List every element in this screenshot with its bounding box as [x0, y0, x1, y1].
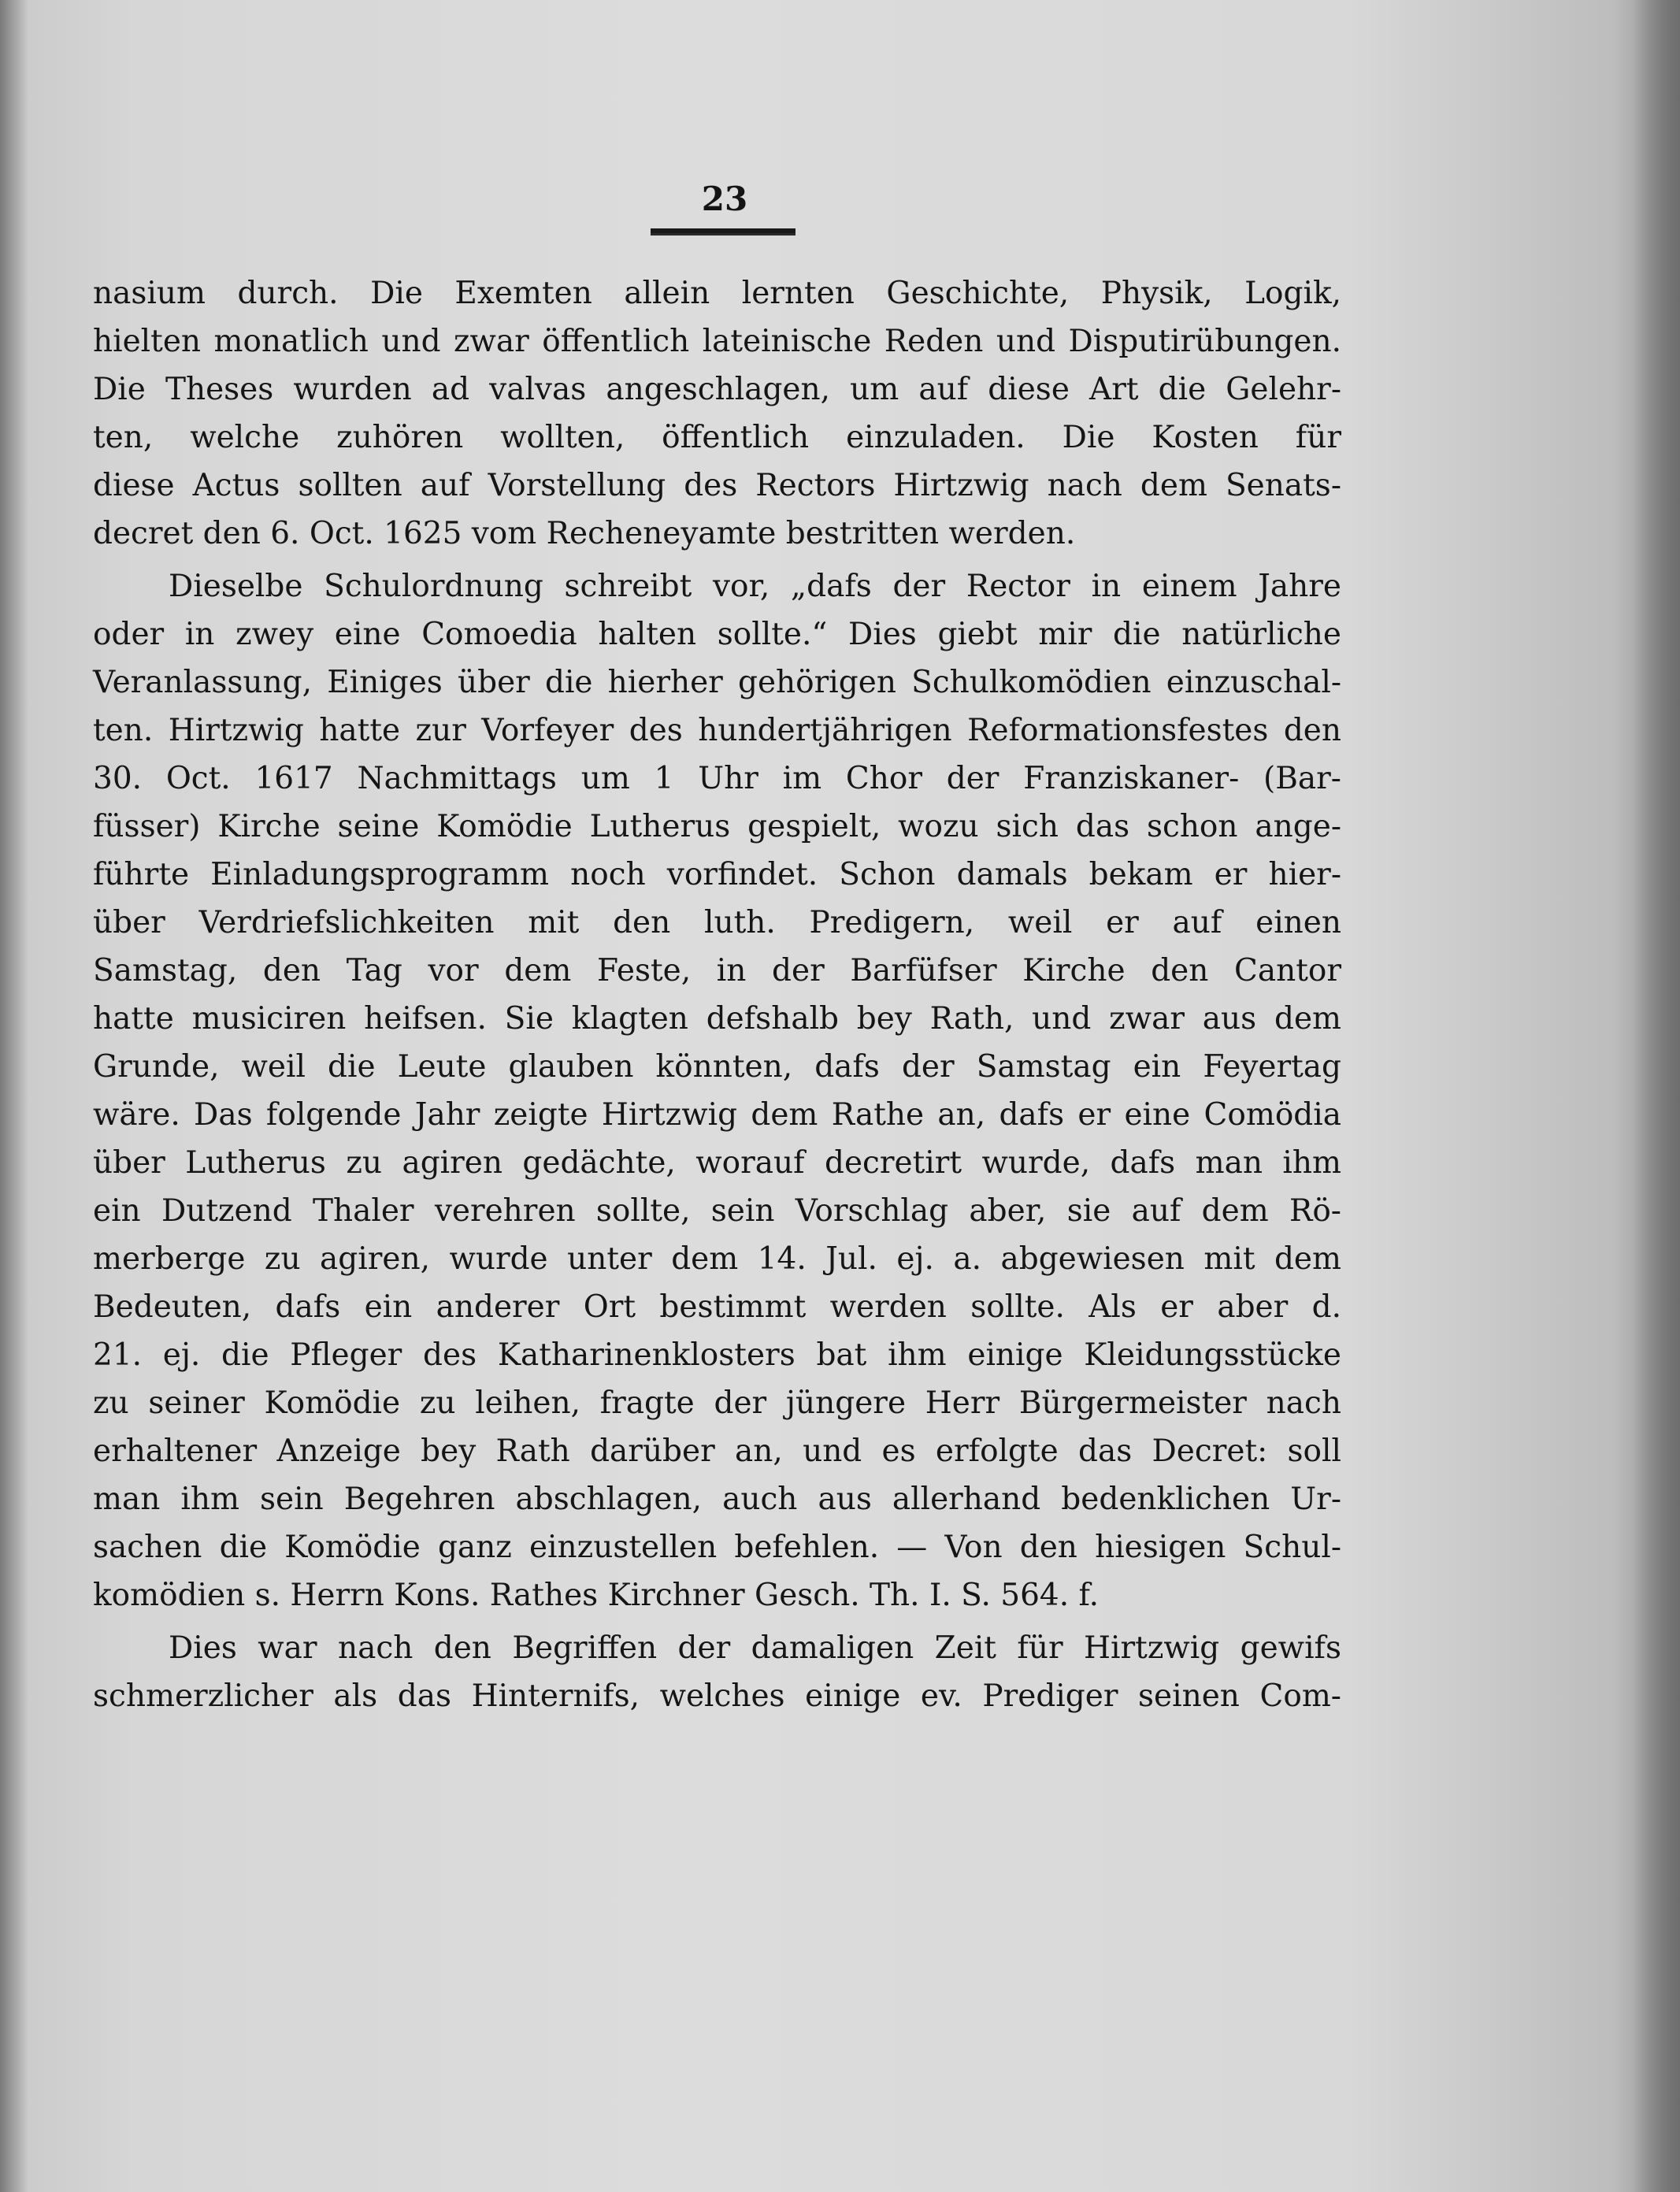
page-gutter-shadow: [0, 0, 28, 2192]
text-line: ten, welche zuhören wollten, öffentlich einzuladen. Die Kosten für: [93, 420, 1341, 455]
text-line: wäre. Das folgende Jahr zeigte Hirtzwig dem Rathe an, dafs er eine Comödia: [93, 1097, 1341, 1133]
text-line: über Verdriefslichkeiten mit den luth. Predigern, weil er auf einen: [93, 905, 1341, 940]
text-line: 21. ej. die Pfleger des Katharinenklosters bat ihm einige Kleidungsstücke: [93, 1337, 1341, 1373]
text-line: Veranlassung, Einiges über die hierher gehörigen Schulkomödien einzuschal-: [93, 665, 1341, 700]
text-line: merberge zu agiren, wurde unter dem 14. Jul. ej. a. abgewiesen mit dem: [93, 1241, 1341, 1277]
text-line: ein Dutzend Thaler verehren sollte, sein Vorschlag aber, sie auf dem Rö-: [93, 1193, 1341, 1229]
text-line: ten. Hirtzwig hatte zur Vorfeyer des hundertjährigen Reformationsfestes den: [93, 713, 1341, 748]
text-line: Dies war nach den Begriffen der damaligen Zeit für Hirtzwig gewifs: [169, 1630, 1341, 1666]
text-line: Grunde, weil die Leute glauben könnten, dafs der Samstag ein Feyertag: [93, 1049, 1341, 1085]
text-line: diese Actus sollten auf Vorstellung des Rectors Hirtzwig nach dem Senats-: [93, 468, 1341, 503]
text-line: Samstag, den Tag vor dem Feste, in der Barfüfser Kirche den Cantor: [93, 953, 1341, 988]
text-line: komödien s. Herrn Kons. Rathes Kirchner Gesch. Th. I. S. 564. f.: [93, 1578, 1099, 1613]
body-text: [93, 269, 1341, 1720]
text-line: man ihm sein Begehren abschlagen, auch aus allerhand bedenklichen Ur-: [93, 1482, 1341, 1517]
text-line: sachen die Komödie ganz einzustellen befehlen. — Von den hiesigen Schul-: [93, 1530, 1341, 1565]
text-line: füsser) Kirche seine Komödie Lutherus gespielt, wozu sich das schon ange-: [93, 809, 1341, 844]
page-edge-shadow: [1633, 0, 1680, 2192]
text-line: 30. Oct. 1617 Nachmittags um 1 Uhr im Chor der Franziskaner- (Bar-: [93, 761, 1341, 796]
text-line: schmerzlicher als das Hinternifs, welches einige ev. Prediger seinen Com-: [93, 1678, 1341, 1714]
text-line: erhaltener Anzeige bey Rath darüber an, und es erfolgte das Decret: soll: [93, 1434, 1341, 1469]
text-line: Die Theses wurden ad valvas angeschlagen, um auf diese Art die Gelehr-: [93, 372, 1341, 407]
text-line: Bedeuten, dafs ein anderer Ort bestimmt werden sollte. Als er aber d.: [93, 1289, 1341, 1325]
page-number-rule: [651, 228, 795, 236]
text-line: führte Einladungsprogramm noch vorfindet. Schon damals bekam er hier-: [93, 857, 1341, 892]
text-line: hielten monatlich und zwar öffentlich lateinische Reden und Disputirübungen.: [93, 324, 1341, 359]
text-line: Dieselbe Schulordnung schreibt vor, „dafs der Rector in einem Jahre: [169, 569, 1341, 604]
text-line: über Lutherus zu agiren gedächte, worauf decretirt wurde, dafs man ihm: [93, 1145, 1341, 1181]
text-line: zu seiner Komödie zu leihen, fragte der jüngere Herr Bürgermeister nach: [93, 1385, 1341, 1421]
page-number: 23: [701, 180, 748, 218]
text-line: oder in zwey eine Comoedia halten sollte.“ Dies giebt mir die natürliche: [93, 617, 1341, 652]
text-line: hatte musiciren heifsen. Sie klagten defshalb bey Rath, und zwar aus dem: [93, 1001, 1341, 1037]
text-line: nasium durch. Die Exemten allein lernten Geschichte, Physik, Logik,: [93, 276, 1341, 311]
text-line: decret den 6. Oct. 1625 vom Recheneyamte bestritten werden.: [93, 516, 1076, 551]
